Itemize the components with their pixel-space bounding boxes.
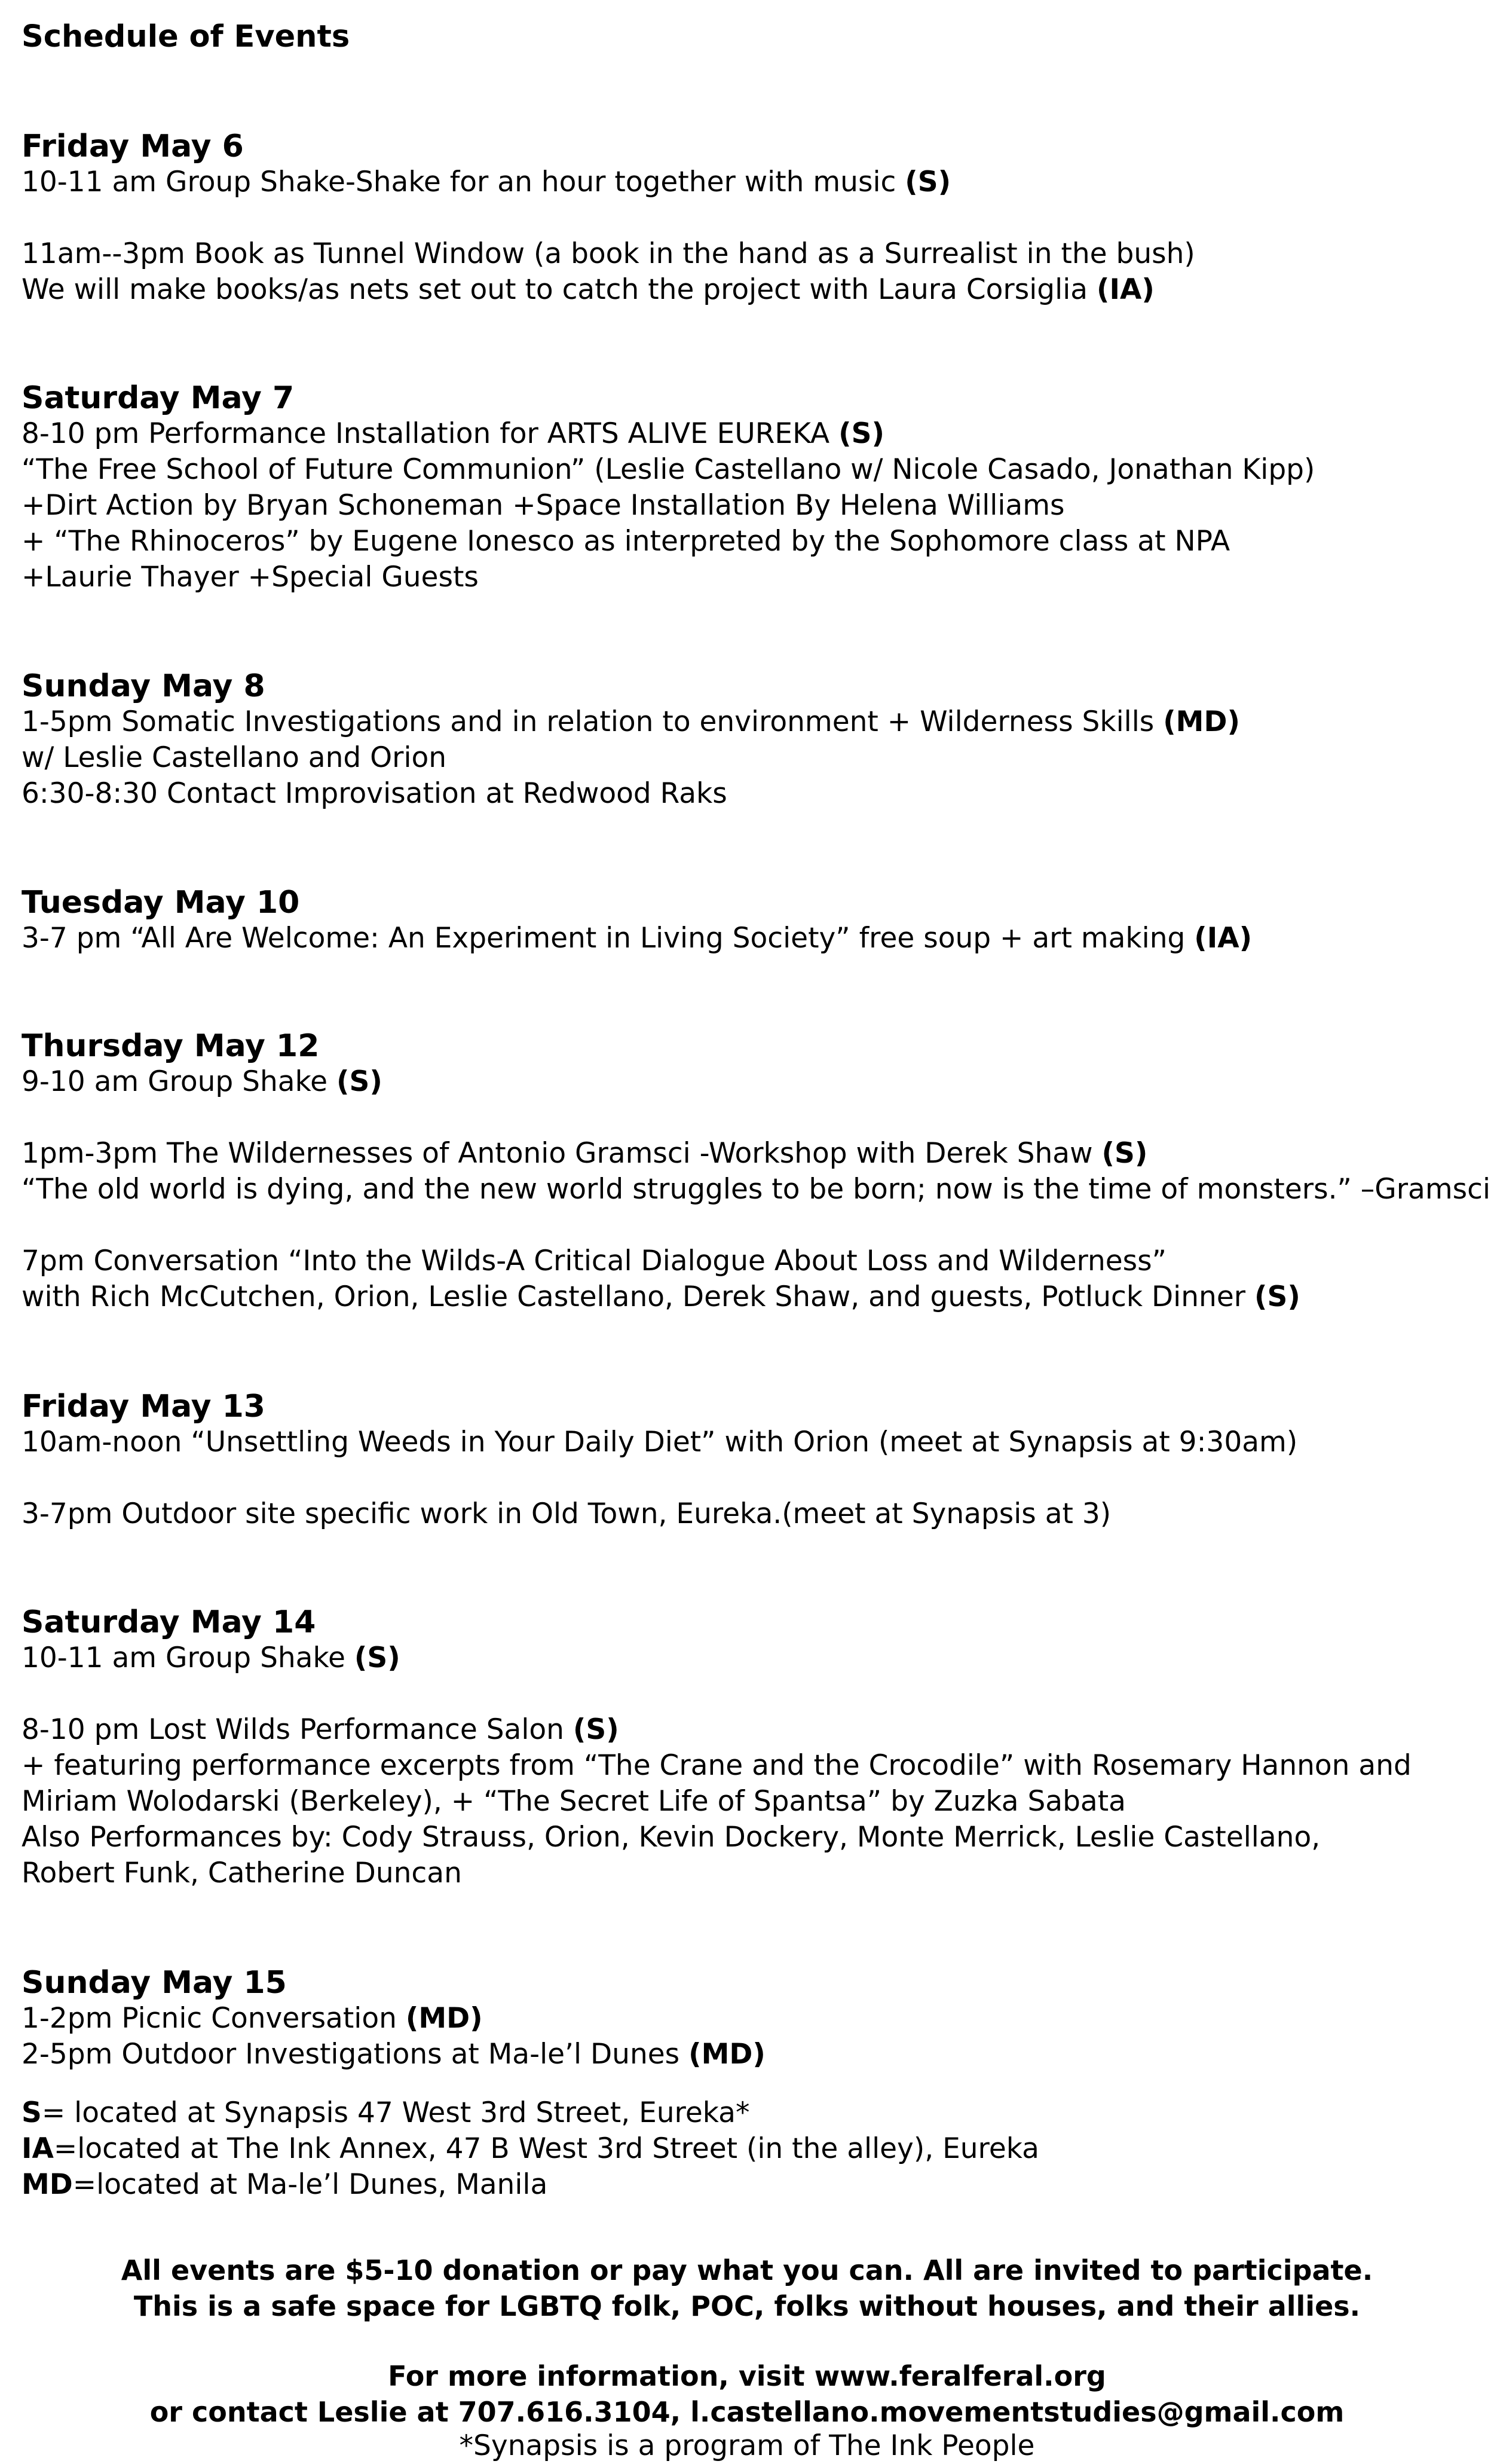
event-line bbox=[22, 1279, 1490, 1315]
event-text: 10am-noon “Unsettling Weeds in Your Daily Diet” with Orion (meet at Synapsis at 9:30am) bbox=[22, 1426, 1298, 1459]
event-line bbox=[22, 776, 1240, 812]
contact-notice: or contact Leslie at 707.616.3104, l.castellano.movementstudies@gmail.com bbox=[149, 2396, 1345, 2428]
legend-key: MD bbox=[22, 2168, 73, 2201]
day-section bbox=[22, 668, 1240, 812]
event-line bbox=[22, 1424, 1297, 1460]
event-text: 8-10 pm Lost Wilds Performance Salon bbox=[22, 1713, 573, 1746]
event-text: 8-10 pm Performance Installation for ARTS ALIVE EUREKA bbox=[22, 417, 839, 450]
location-tag: (S) bbox=[905, 166, 951, 198]
event-text: 10-11 am Group Shake-Shake for an hour together with music bbox=[22, 166, 905, 198]
legend-text: =located at The Ink Annex, 47 B West 3rd Street (in the alley), Eureka bbox=[53, 2132, 1039, 2165]
day-section bbox=[22, 885, 1252, 956]
event-line bbox=[22, 1496, 1297, 1532]
day-section bbox=[22, 1389, 1297, 1532]
event-line bbox=[22, 1784, 1412, 1820]
event-text: with Rich McCutchen, Orion, Leslie Castellano, Derek Shaw, and guests, Potluck Dinner bbox=[22, 1280, 1254, 1313]
event-text: We will make books/as nets set out to catch the project with Laura Corsiglia bbox=[22, 273, 1097, 306]
day-heading: Saturday May 7 bbox=[22, 380, 295, 416]
event-line bbox=[22, 560, 1315, 595]
legend-item bbox=[22, 2131, 1039, 2167]
event-line bbox=[22, 1820, 1412, 1855]
event-text: 11am--3pm Book as Tunnel Window (a book in the hand as a Surrealist in the bush) bbox=[22, 237, 1195, 270]
event-line bbox=[22, 488, 1315, 524]
event-line bbox=[22, 1243, 1490, 1279]
event-line bbox=[22, 416, 1315, 452]
event-text: +Dirt Action by Bryan Schoneman +Space Installation By Helena Williams bbox=[22, 489, 1065, 522]
event-line bbox=[22, 1748, 1412, 1784]
day-heading: Sunday May 8 bbox=[22, 668, 265, 704]
event-line bbox=[22, 1136, 1490, 1172]
event-line bbox=[22, 704, 1240, 740]
event-text: 3-7 pm “All Are Welcome: An Experiment in Living Society” free soup + art making bbox=[22, 922, 1195, 955]
event-line bbox=[22, 921, 1252, 956]
event-text: 6:30-8:30 Contact Improvisation at Redwood Raks bbox=[22, 777, 727, 810]
day-heading: Friday May 6 bbox=[22, 129, 244, 164]
event-line bbox=[22, 2037, 766, 2072]
location-tag: (MD) bbox=[688, 2038, 766, 2071]
safe-space-notice: This is a safe space for LGBTQ folk, POC, folks without houses, and their allies. bbox=[133, 2290, 1361, 2322]
day-heading: Tuesday May 10 bbox=[22, 885, 300, 921]
event-text: “The old world is dying, and the new world struggles to be born; now is the time of monsters.” –Gramsci bbox=[22, 1173, 1491, 1206]
event-line bbox=[22, 1172, 1490, 1207]
event-text: + “The Rhinoceros” by Eugene Ionesco as interpreted by the Sophomore class at NPA bbox=[22, 525, 1230, 558]
legend-item bbox=[22, 2167, 1039, 2203]
event-line bbox=[22, 452, 1315, 488]
legend-text: = located at Synapsis 47 West 3rd Street, Eureka* bbox=[41, 2096, 750, 2129]
event-text: Miriam Wolodarski (Berkeley), + “The Secret Life of Spantsa” by Zuzka Sabata bbox=[22, 1785, 1126, 1818]
location-tag: (S) bbox=[1254, 1280, 1300, 1313]
event-text: 1pm-3pm The Wildernesses of Antonio Gramsci -Workshop with Derek Shaw bbox=[22, 1137, 1102, 1170]
day-heading: Thursday May 12 bbox=[22, 1028, 320, 1064]
location-tag: (S) bbox=[336, 1065, 382, 1098]
location-tag: (MD) bbox=[405, 2002, 483, 2035]
more-info-notice: For more information, visit www.feralferal.org bbox=[388, 2360, 1106, 2392]
donation-notice: All events are $5-10 donation or pay what you can. All are invited to participate. bbox=[121, 2254, 1373, 2286]
location-tag: (S) bbox=[1101, 1137, 1148, 1170]
legend-key: IA bbox=[22, 2132, 54, 2165]
spacer bbox=[22, 1207, 1490, 1243]
event-text: + featuring performance excerpts from “The Crane and the Crocodile” with Rosemary Hannon and bbox=[22, 1749, 1412, 1782]
legend-item bbox=[22, 2095, 1039, 2131]
day-heading: Sunday May 15 bbox=[22, 1965, 287, 2001]
day-section bbox=[22, 1028, 1490, 1315]
spacer bbox=[22, 1460, 1297, 1496]
location-tag: (IA) bbox=[1097, 273, 1155, 306]
location-tag: (S) bbox=[573, 1713, 619, 1746]
legend-text: =located at Ma-le’l Dunes, Manila bbox=[72, 2168, 548, 2201]
location-tag: (MD) bbox=[1163, 705, 1240, 738]
event-line bbox=[22, 236, 1195, 272]
event-text: 10-11 am Group Shake bbox=[22, 1641, 354, 1674]
legend-key: S bbox=[22, 2096, 42, 2129]
event-text: 2-5pm Outdoor Investigations at Ma-le’l Dunes bbox=[22, 2038, 689, 2071]
location-tag: (IA) bbox=[1194, 922, 1253, 955]
event-text: Robert Funk, Catherine Duncan bbox=[22, 1857, 462, 1890]
page-title: Schedule of Events bbox=[22, 19, 350, 54]
spacer bbox=[22, 1676, 1412, 1712]
footnote: *Synapsis is a program of The Ink People bbox=[459, 2429, 1035, 2462]
location-tag: (S) bbox=[354, 1641, 400, 1674]
event-text: +Laurie Thayer +Special Guests bbox=[22, 561, 479, 594]
day-section bbox=[22, 129, 1195, 308]
event-line bbox=[22, 740, 1240, 776]
location-tag: (S) bbox=[838, 417, 884, 450]
event-line bbox=[22, 2001, 766, 2037]
event-line bbox=[22, 164, 1195, 200]
event-line bbox=[22, 524, 1315, 560]
location-legend bbox=[22, 2095, 1039, 2203]
event-text: 1-5pm Somatic Investigations and in relation to environment + Wilderness Skills bbox=[22, 705, 1164, 738]
day-heading: Saturday May 14 bbox=[22, 1604, 316, 1640]
event-line bbox=[22, 1064, 1490, 1100]
event-line bbox=[22, 1712, 1412, 1748]
event-line bbox=[22, 1640, 1412, 1676]
event-text: w/ Leslie Castellano and Orion bbox=[22, 741, 447, 774]
event-line bbox=[22, 272, 1195, 308]
spacer bbox=[22, 1100, 1490, 1136]
event-text: 3-7pm Outdoor site specific work in Old Town, Eureka.(meet at Synapsis at 3) bbox=[22, 1497, 1112, 1530]
day-heading: Friday May 13 bbox=[22, 1389, 265, 1424]
day-section bbox=[22, 1965, 766, 2072]
event-text: Also Performances by: Cody Strauss, Orion, Kevin Dockery, Monte Merrick, Leslie Castellano, bbox=[22, 1821, 1321, 1854]
day-section bbox=[22, 380, 1315, 595]
spacer bbox=[22, 200, 1195, 236]
event-line bbox=[22, 1855, 1412, 1891]
day-section bbox=[22, 1604, 1412, 1891]
event-text: 7pm Conversation “Into the Wilds-A Critical Dialogue About Loss and Wilderness” bbox=[22, 1245, 1167, 1277]
event-text: 1-2pm Picnic Conversation bbox=[22, 2002, 406, 2035]
event-text: 9-10 am Group Shake bbox=[22, 1065, 336, 1098]
event-text: “The Free School of Future Communion” (Leslie Castellano w/ Nicole Casado, Jonathan Kipp) bbox=[22, 453, 1315, 486]
